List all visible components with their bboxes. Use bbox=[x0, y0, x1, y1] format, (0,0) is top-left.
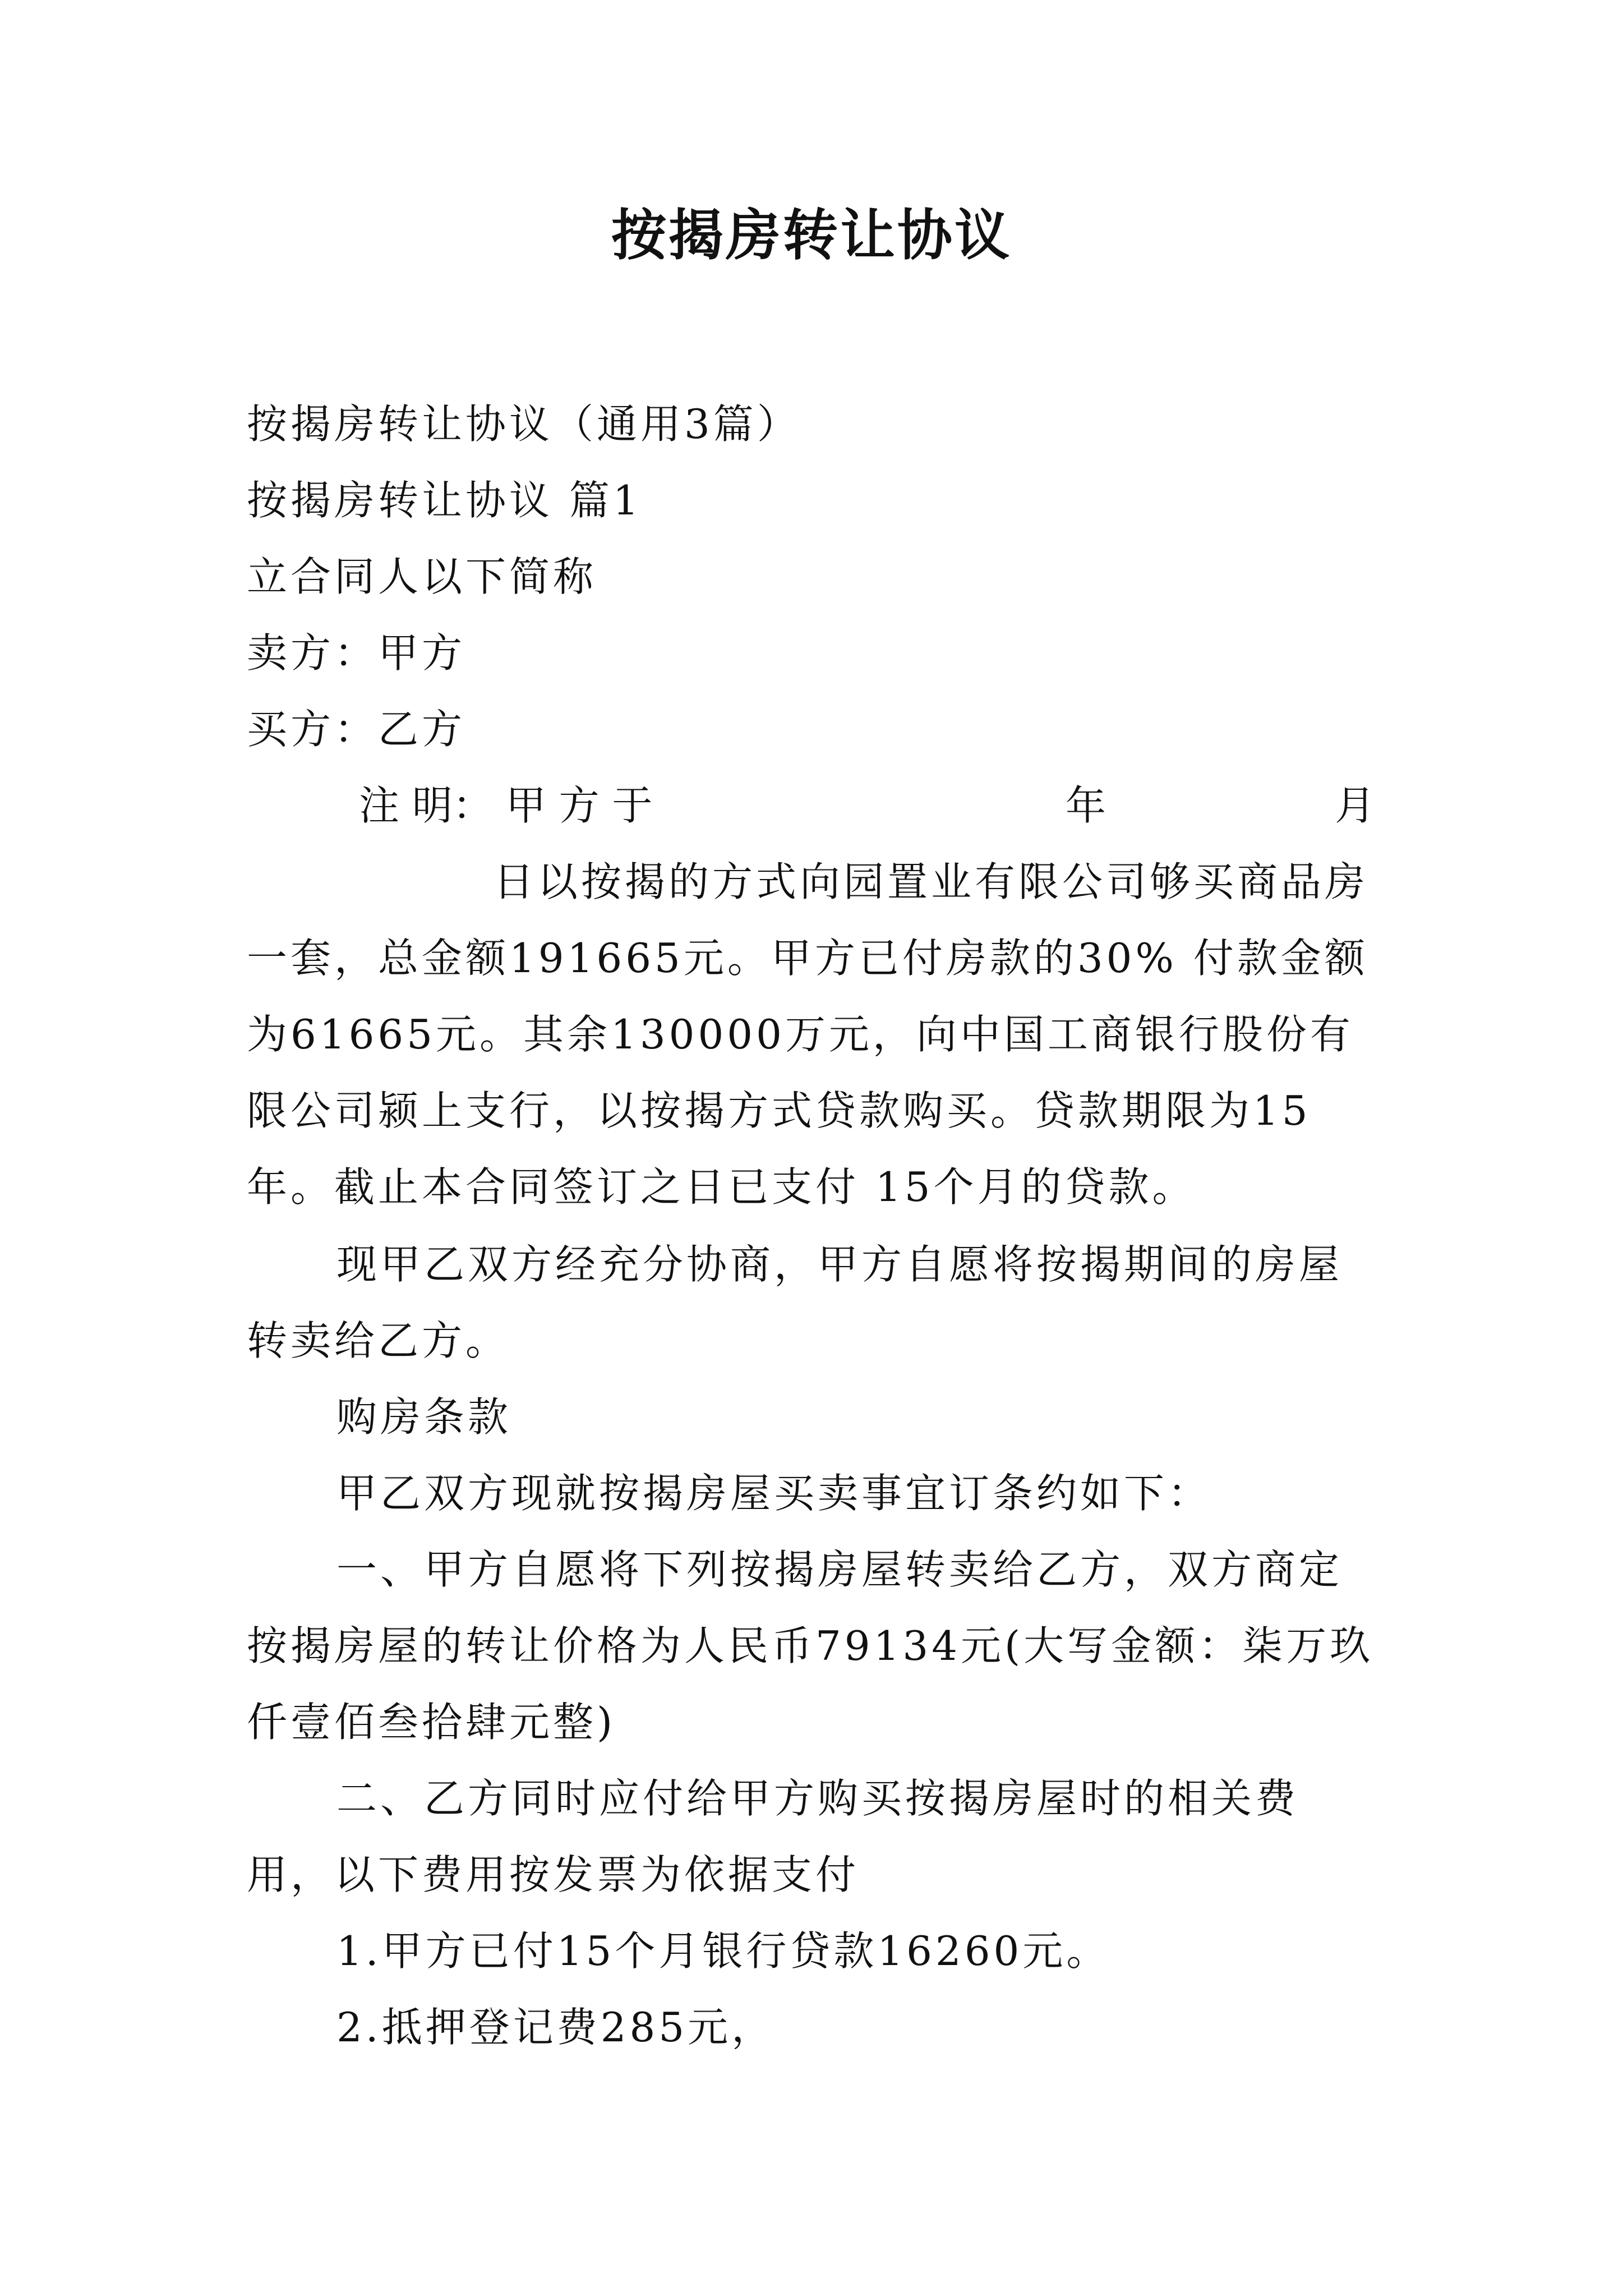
note-year: 年 bbox=[1066, 782, 1106, 829]
parties-intro-line: 立合同人以下简称 bbox=[247, 553, 597, 600]
subtitle-line: 按揭房转让协议（通用3篇） bbox=[247, 401, 801, 448]
clause-heading: 购房条款 bbox=[336, 1393, 512, 1441]
clause-1-paragraph: 一、甲方自愿将下列按揭房屋转卖给乙方，双方商定按揭房屋的转让价格为人民币79134元(大写金额：柒万玖仟壹佰叁拾肆元整) bbox=[247, 1546, 1374, 1746]
item-1-line: 1.甲方已付15个月银行贷款16260元。 bbox=[336, 1927, 1110, 1975]
document-title: 按揭房转让协议 bbox=[611, 203, 1012, 268]
seller-line: 卖方：甲方 bbox=[247, 629, 466, 677]
note-prefix: 注 明： 甲 方 于 bbox=[359, 782, 653, 829]
clause-intro: 甲乙双方现就按揭房屋买卖事宜订条约如下： bbox=[336, 1470, 1212, 1517]
note-month: 月 bbox=[1335, 782, 1376, 829]
agreement-paragraph: 现甲乙双方经充分协商，甲方自愿将按揭期间的房屋转卖给乙方。 bbox=[247, 1241, 1343, 1364]
buyer-line: 买方：乙方 bbox=[247, 706, 466, 753]
note-body-paragraph: 日以按揭的方式向园置业有限公司够买商品房一套，总金额191665元。甲方已付房款的30% 付款金额为61665元。其余130000万元，向中国工商银行股份有限公司颍上支行，以按揭方式贷款购买。贷款期限为15年。截止本合同签订之日已支付 15个月的贷款。 bbox=[247, 858, 1369, 1211]
part-heading: 按揭房转让协议 篇1 bbox=[247, 477, 642, 524]
clause-2-paragraph: 二、乙方同时应付给甲方购买按揭房屋时的相关费用，以下费用按发票为依据支付 bbox=[247, 1775, 1299, 1898]
item-2-line: 2.抵押登记费285元， bbox=[336, 2004, 776, 2051]
